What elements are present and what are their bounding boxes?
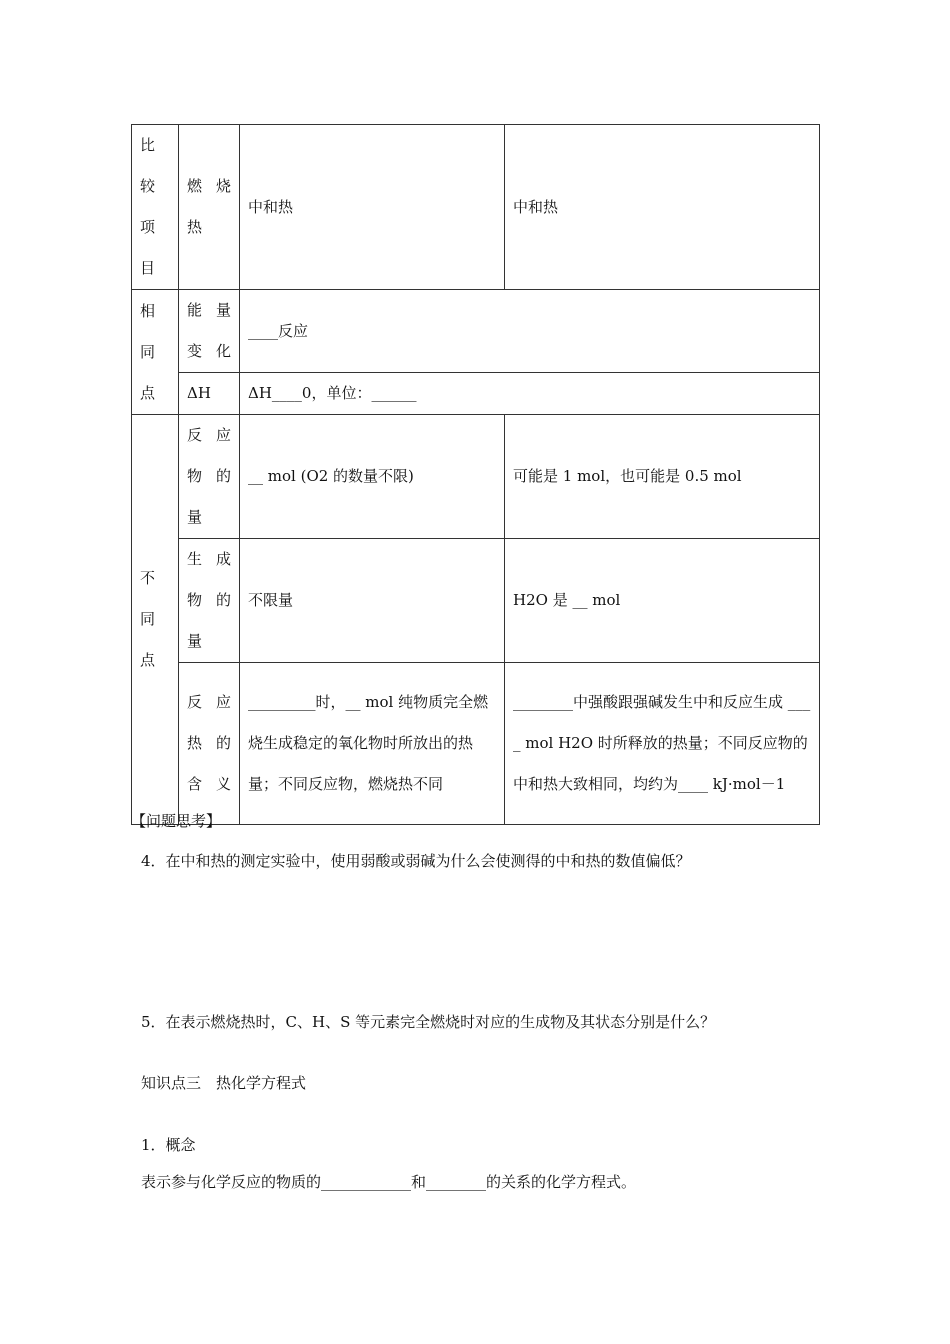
reactant-amount-combustion: __ mol (O2 的数量不限) [240, 415, 505, 539]
question-4: 4．在中和热的测定实验中，使用弱酸或弱碱为什么会使测得的中和热的数值偏低？ [141, 852, 691, 870]
concept-title: 1．概念 [141, 1136, 196, 1154]
header-combustion-heat: 燃 烧 热 [179, 125, 240, 290]
meaning-neutralization: ________中强酸跟强碱发生中和反应生成 ____ mol H2O 时所释放的热量；不同反应物的中和热大致相同，均约为____ kJ·mol－1 [505, 663, 820, 825]
same-points-label: 相 同 点 [132, 290, 179, 415]
table-header-row [132, 125, 820, 290]
knowledge-point-title: 知识点三 热化学方程式 [141, 1074, 307, 1092]
question-5: 5．在表示燃烧热时，C、H、S 等元素完全燃烧时对应的生成物及其状态分别是什么？ [141, 1013, 716, 1031]
table-row-dh [132, 373, 820, 415]
table-row-reactant [132, 415, 820, 539]
product-amount-neutralization: H2O 是 __ mol [505, 539, 820, 663]
table-row-energy [132, 290, 820, 373]
table-row-meaning [132, 663, 820, 825]
concept-text: 表示参与化学反应的物质的____________和________的关系的化学方程式。 [141, 1173, 637, 1191]
reactant-amount-label: 反 应 物 的 量 [179, 415, 240, 539]
different-points-label: 不 同 点 [132, 415, 179, 825]
energy-change-value: ____反应 [240, 290, 820, 373]
header-neutralization-heat-1: 中和热 [240, 125, 505, 290]
meaning-label: 反 应 热 的 含义 [179, 663, 240, 825]
reactant-amount-neutralization: 可能是 1 mol，也可能是 0.5 mol [505, 415, 820, 539]
delta-h-value: ΔH____0，单位：______ [240, 373, 820, 415]
table-row-product [132, 539, 820, 663]
meaning-combustion: _________时，__ mol 纯物质完全燃烧生成稳定的氧化物时所放出的热量；不同反应物，燃烧热不同 [240, 663, 505, 825]
header-compare-item: 比 较 项 目 [132, 125, 179, 290]
energy-change-label: 能 量 变化 [179, 290, 240, 373]
section-header: 【问题思考】 [131, 812, 222, 830]
product-amount-combustion: 不限量 [240, 539, 505, 663]
product-amount-label: 生 成 物 的 量 [179, 539, 240, 663]
comparison-table [131, 124, 820, 825]
header-neutralization-heat-2: 中和热 [505, 125, 820, 290]
delta-h-label: ΔH [179, 373, 240, 415]
